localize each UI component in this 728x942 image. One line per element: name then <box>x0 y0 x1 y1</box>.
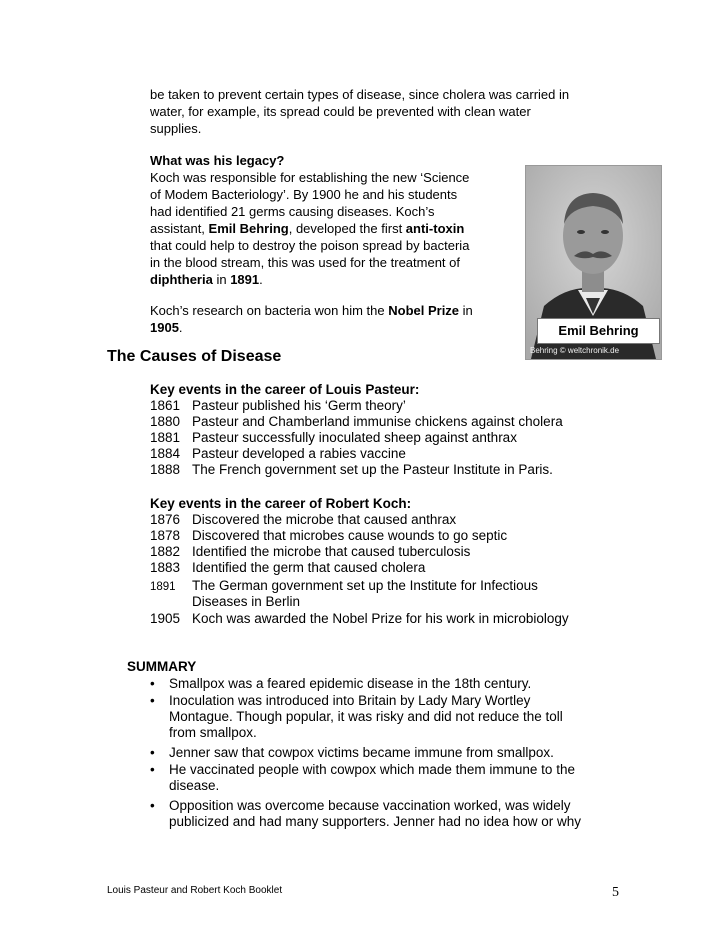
intro-line: supplies. <box>150 121 202 136</box>
timeline-row <box>150 398 406 414</box>
bullet-icon: • <box>150 798 155 813</box>
summary-line: from smallpox. <box>169 725 257 740</box>
bullet-icon: • <box>150 745 155 760</box>
event-year: 1888 <box>150 462 181 477</box>
event-year: 1878 <box>150 528 181 543</box>
event-text: Pasteur developed a rabies vaccine <box>192 446 406 461</box>
event-text: Discovered the microbe that caused anthrax <box>192 512 457 527</box>
section-title: The Causes of Disease <box>107 348 282 365</box>
summary-line: disease. <box>169 778 220 793</box>
event-year: 1884 <box>150 446 181 461</box>
event-year: 1905 <box>150 611 181 626</box>
summary-line: Montague. Though popular, it was risky and did not reduce the toll <box>169 709 563 724</box>
summary-line: publicized and had many supporters. Jenner had no idea how or why <box>169 814 582 829</box>
nobel-prize-term: Nobel Prize <box>388 303 460 318</box>
timeline-row <box>150 560 425 576</box>
summary-line: Jenner saw that cowpox victims became immune from smallpox. <box>169 745 554 760</box>
summary-line: Opposition was overcome because vaccination worked, was widely <box>169 798 571 813</box>
event-year: 1882 <box>150 544 181 559</box>
legacy-text: . <box>259 272 263 287</box>
legacy-line: Koch was responsible for establishing the new ‘Science <box>150 170 470 185</box>
nobel-year-line <box>150 319 183 336</box>
event-text: The French government set up the Pasteur Institute in Paris. <box>192 462 553 477</box>
legacy-line: of Modem Bacteriology’. By 1900 he and his students <box>150 187 458 202</box>
diphtheria-year: 1891 <box>230 272 260 287</box>
summary-title: SUMMARY <box>127 659 197 674</box>
summary-line: He vaccinated people with cowpox which made them immune to the <box>169 762 575 777</box>
summary-line: Smallpox was a feared epidemic disease in the 18th century. <box>169 676 532 691</box>
event-text: Koch was awarded the Nobel Prize for his work in microbiology <box>192 611 569 626</box>
nobel-year: 1905 <box>150 320 179 335</box>
photo-credit: Behring © weltchronik.de <box>530 346 620 355</box>
event-year: 1861 <box>150 398 181 413</box>
timeline-row-continued: Diseases in Berlin <box>192 594 301 609</box>
legacy-text: , developed the first <box>288 221 406 236</box>
diphtheria-term: diphtheria <box>150 272 213 287</box>
timeline-row <box>150 446 406 462</box>
timeline-row <box>150 611 569 627</box>
event-text: Pasteur published his ‘Germ theory’ <box>192 398 406 413</box>
timeline-row <box>150 528 507 544</box>
timeline-row <box>150 578 538 595</box>
event-text: Pasteur successfully inoculated sheep against anthrax <box>192 430 517 445</box>
photo-caption: Emil Behring <box>537 318 660 344</box>
pasteur-heading: Key events in the career of Louis Pasteur: <box>150 382 420 397</box>
timeline-row <box>150 512 456 528</box>
event-text: Pasteur and Chamberland immunise chickens against cholera <box>192 414 563 429</box>
legacy-line: that could help to destroy the poison spread by bacteria <box>150 238 470 253</box>
page-number: 5 <box>612 885 619 900</box>
event-year: 1876 <box>150 512 181 527</box>
bullet-icon: • <box>150 693 155 708</box>
event-year: 1881 <box>150 430 181 445</box>
footer-booklet-title: Louis Pasteur and Robert Koch Booklet <box>107 885 283 896</box>
event-year: 1880 <box>150 414 181 429</box>
legacy-line <box>150 220 464 237</box>
legacy-text: in <box>212 272 231 287</box>
event-text: Identified the microbe that caused tuberculosis <box>192 544 471 559</box>
nobel-text: . <box>178 320 183 335</box>
legacy-line: in the blood stream, this was used for the treatment of <box>150 255 460 270</box>
anti-toxin-term: anti-toxin <box>405 221 465 236</box>
event-year: 1891 <box>150 581 176 593</box>
legacy-line <box>150 271 263 288</box>
event-text: Discovered that microbes cause wounds to go septic <box>192 528 508 543</box>
intro-line: water, for example, its spread could be prevented with clean water <box>150 104 531 119</box>
bullet-icon: • <box>150 676 155 691</box>
event-year: 1883 <box>150 560 181 575</box>
koch-heading: Key events in the career of Robert Koch: <box>150 496 412 511</box>
event-text: Identified the germ that caused cholera <box>192 560 426 575</box>
nobel-text: Koch’s research on bacteria won him the <box>150 303 389 318</box>
intro-line: be taken to prevent certain types of disease, since cholera was carried in <box>150 87 570 102</box>
timeline-row <box>150 462 553 478</box>
behring-name: Emil Behring <box>208 221 289 236</box>
nobel-line <box>150 302 473 319</box>
timeline-row <box>150 430 517 446</box>
event-text: The German government set up the Institute for Infectious <box>192 578 538 593</box>
timeline-row <box>150 414 563 430</box>
bullet-icon: • <box>150 762 155 777</box>
summary-line: Inoculation was introduced into Britain by Lady Mary Wortley <box>169 693 531 708</box>
legacy-heading: What was his legacy? <box>150 153 285 168</box>
nobel-text: in <box>459 303 473 318</box>
legacy-text: assistant, <box>150 221 209 236</box>
timeline-row <box>150 544 470 560</box>
legacy-line: had identified 21 germs causing diseases. Koch’s <box>150 204 435 219</box>
